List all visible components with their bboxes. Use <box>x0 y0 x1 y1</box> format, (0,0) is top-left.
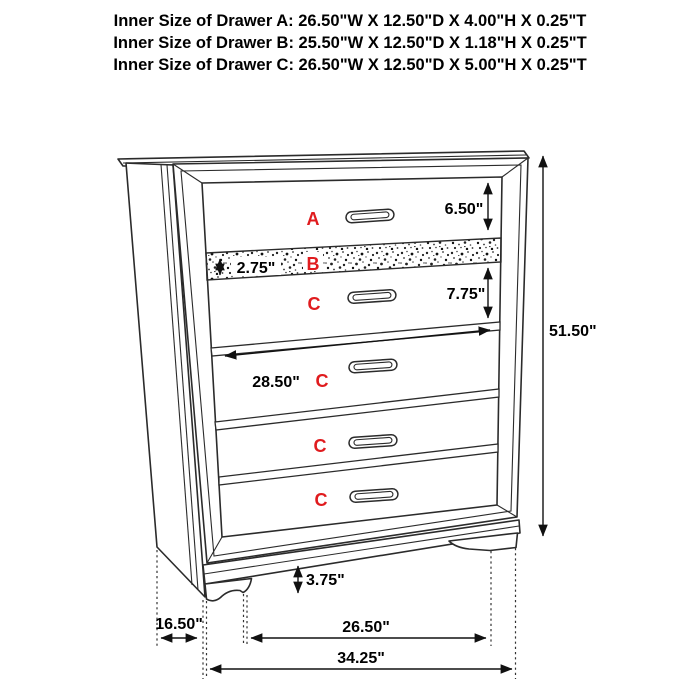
drawer-c3-handle <box>349 434 398 448</box>
drawer-c1-label: C <box>307 294 321 314</box>
header-line-drawer-c: Inner Size of Drawer C: 26.50"W X 12.50"D X 5.00"H X 0.25"T <box>113 56 587 74</box>
dim-inner-width: 28.50" <box>252 374 300 391</box>
dim-leg-span: 26.50" <box>342 619 390 636</box>
header-spec-text <box>113 12 586 74</box>
drawer-c4-label: C <box>314 490 328 510</box>
dim-side-depth: 16.50" <box>155 616 203 633</box>
drawer-c2-handle <box>349 359 398 373</box>
dim-drawer-c-height: 7.75" <box>446 286 486 303</box>
dim-leg-height: 3.75" <box>306 572 345 589</box>
drawer-c1-handle <box>348 289 397 303</box>
drawer-b-label: B <box>306 254 320 274</box>
dim-overall-width: 34.25" <box>337 650 385 667</box>
drawer-c2-label: C <box>315 371 329 391</box>
header-line-drawer-a: Inner Size of Drawer A: 26.50"W X 12.50"D X 4.00"H X 0.25"T <box>113 12 587 30</box>
drawer-a-label: A <box>306 209 320 229</box>
header-line-drawer-b: Inner Size of Drawer B: 25.50"W X 12.50"D X 1.18"H X 0.25"T <box>113 34 587 52</box>
dim-drawer-a-height: 6.50" <box>444 201 484 218</box>
dim-overall-height: 51.50" <box>549 323 597 340</box>
drawer-c3-label: C <box>313 436 327 456</box>
drawer-a-handle <box>346 209 395 223</box>
drawer-c4-handle <box>350 488 399 502</box>
dim-drawer-b-height: 2.75" <box>236 260 276 277</box>
